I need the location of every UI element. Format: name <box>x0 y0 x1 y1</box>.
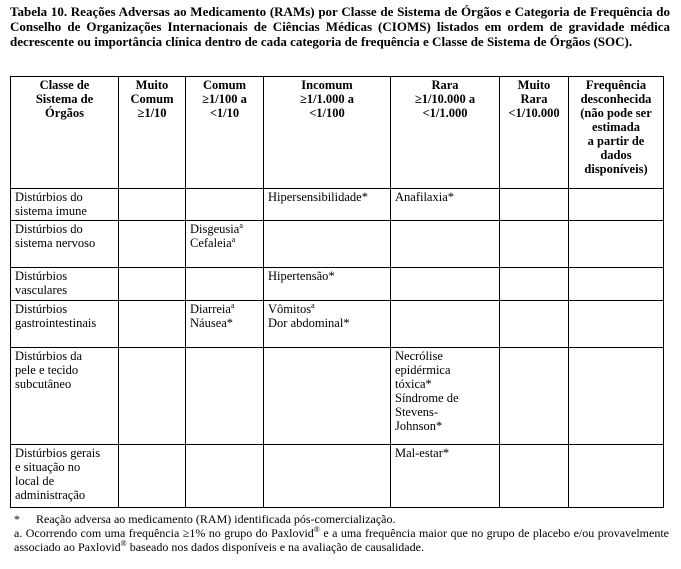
table-row-skin <box>11 348 664 445</box>
footnotes <box>14 512 669 554</box>
cell-desconhecida <box>569 189 664 221</box>
cell-rara: Mal-estar* <box>391 445 500 508</box>
cell-comum <box>186 189 264 221</box>
footnote-a: a. Ocorrendo com uma frequência ≥1% no grupo do Paxlovid® e a uma frequência maior que no grupo de placebo e/ou provavelmente associado ao Paxlovid® baseado nos dados disponíveis e na avaliação de causalidade. <box>14 525 670 554</box>
cell-desconhecida <box>569 221 664 268</box>
reaction-item: Cefaleia$^a$ <box>190 234 236 250</box>
cell-incomum: Hipersensibilidade* <box>264 189 391 221</box>
header-frequencia-desconhecida: Frequência desconhecida (não pode ser estimada a partir de dados disponíveis) <box>569 77 664 189</box>
cell-comum <box>186 301 264 348</box>
cell-desconhecida <box>569 445 664 508</box>
soc-cell: Distúrbios gerais e situação no local de administração <box>11 445 119 508</box>
soc-cell: Distúrbios do sistema nervoso <box>11 221 119 268</box>
table-row-nervous <box>11 221 664 268</box>
cell-muito-rara <box>500 445 569 508</box>
header-muito-rara: Muito Rara <1/10.000 <box>500 77 569 189</box>
reaction-item: Dor abdominal* <box>268 316 350 330</box>
soc-cell: Distúrbios da pele e tecido subcutâneo <box>11 348 119 445</box>
header-muito-comum: Muito Comum ≥1/10 <box>119 77 186 189</box>
table-caption: Tabela 10. Reações Adversas ao Medicamento (RAMs) por Classe de Sistema de Órgãos e Categoria de Frequência do Conselho de Organizações Internacionais de Ciências Médicas (CIOMS) listados em ordem de gravidade médica decrescente ou importância clínica dentro de cada categoria de frequência e Classe de Sistema de Órgãos (SOC). <box>10 4 670 49</box>
cell-muito-rara <box>500 268 569 301</box>
cell-desconhecida <box>569 301 664 348</box>
reaction-item: Diarreia$^a$ <box>190 300 235 316</box>
cell-muito-comum <box>119 301 186 348</box>
cell-incomum <box>264 445 391 508</box>
reaction-item: Disgeusia$^a$ <box>190 220 243 236</box>
cell-rara <box>391 221 500 268</box>
table-row-vascular <box>11 268 664 301</box>
cell-muito-comum <box>119 348 186 445</box>
reaction-item: Vômitos$^a$ <box>268 300 315 316</box>
cell-desconhecida <box>569 348 664 445</box>
cell-comum <box>186 348 264 445</box>
soc-cell: Distúrbios vasculares <box>11 268 119 301</box>
cell-rara: Anafilaxia* <box>391 189 500 221</box>
cell-muito-rara <box>500 301 569 348</box>
table-row-general <box>11 445 664 508</box>
cell-rara <box>391 268 500 301</box>
table-row-immune <box>11 189 664 221</box>
cell-muito-rara <box>500 221 569 268</box>
cell-muito-comum <box>119 189 186 221</box>
header-incomum: Incomum ≥1/1.000 a <1/100 <box>264 77 391 189</box>
cell-rara: Necrólise epidérmica tóxica* Síndrome de Stevens- Johnson* <box>391 348 500 445</box>
cell-incomum <box>264 348 391 445</box>
cell-muito-rara <box>500 348 569 445</box>
reaction-item: Náusea* <box>190 316 234 330</box>
cell-muito-comum <box>119 445 186 508</box>
cell-comum <box>186 221 264 268</box>
cell-comum <box>186 268 264 301</box>
cell-incomum: Hipertensão* <box>264 268 391 301</box>
header-comum: Comum ≥1/100 a <1/10 <box>186 77 264 189</box>
footnote-asterisk: * Reação adversa ao medicamento (RAM) identificada pós-comercialização. <box>14 512 396 526</box>
cell-rara <box>391 301 500 348</box>
header-row <box>11 77 664 189</box>
cell-desconhecida <box>569 268 664 301</box>
table-row-gastrointestinal <box>11 301 664 348</box>
cell-incomum <box>264 301 391 348</box>
adverse-reactions-table <box>10 76 664 508</box>
header-rara: Rara ≥1/10.000 a <1/1.000 <box>391 77 500 189</box>
soc-cell: Distúrbios do sistema imune <box>11 189 119 221</box>
cell-comum <box>186 445 264 508</box>
cell-muito-comum <box>119 221 186 268</box>
soc-cell: Distúrbios gastrointestinais <box>11 301 119 348</box>
header-soc: Classe de Sistema de Órgãos <box>11 77 119 189</box>
cell-muito-comum <box>119 268 186 301</box>
cell-incomum <box>264 221 391 268</box>
cell-muito-rara <box>500 189 569 221</box>
